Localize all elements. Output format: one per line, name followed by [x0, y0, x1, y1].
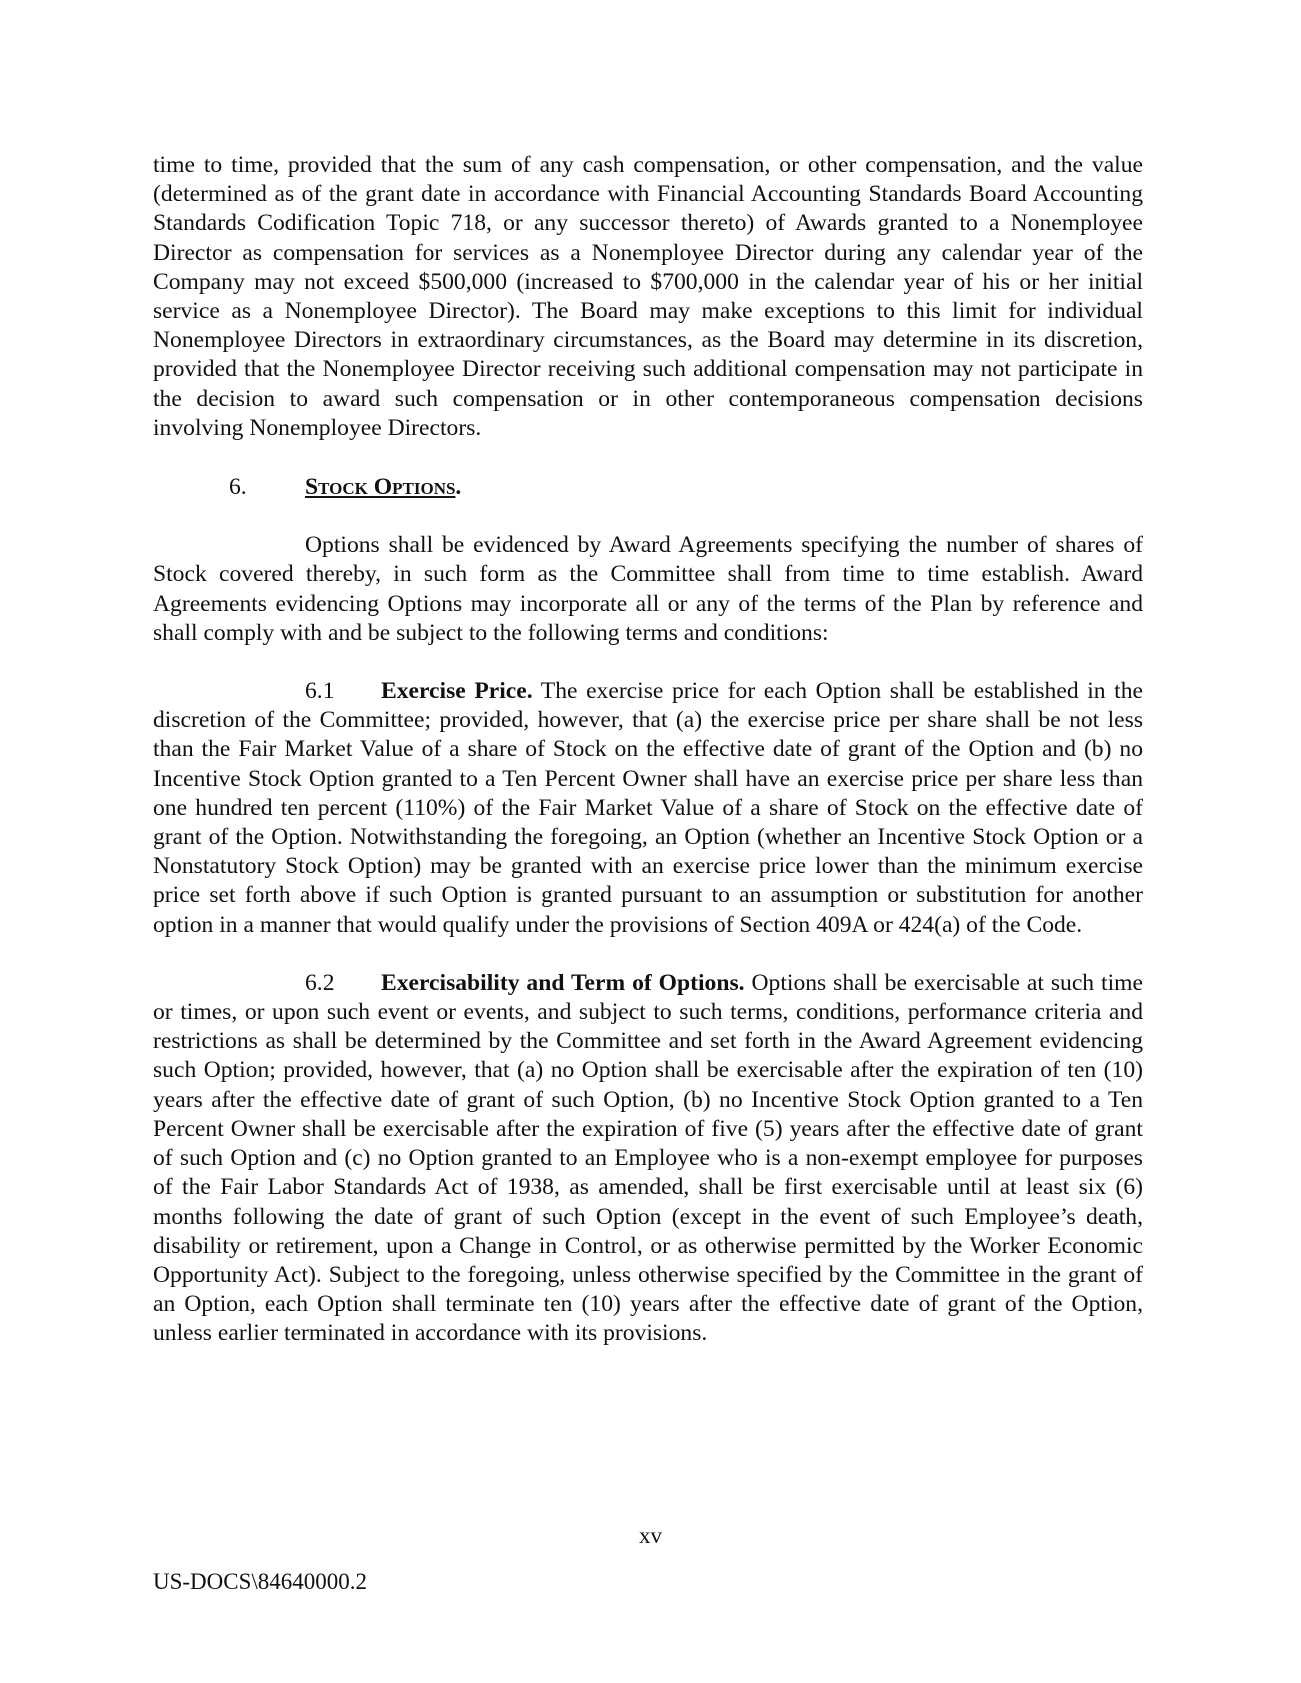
section-number: 6.: [229, 474, 247, 501]
subsection-title: Exercisability and Term of Options.: [381, 969, 745, 996]
section-title: Stock Options: [305, 474, 456, 501]
section-intro-paragraph: Options shall be evidenced by Award Agreements specifying the number of shares of Stock covered thereby, in such form as the Committee shall from time to time establish. Award Agreements evidencing Options may incorporate all or any of the terms of the Plan by reference and shall comply with and be subject to the following terms and conditions:: [153, 532, 1143, 646]
subsection-exercisability: [153, 969, 1143, 1349]
subsection-exercise-price: [153, 677, 1143, 940]
subsection-text: The exercise price for each Option shall be established in the discretion of the Committee; provided, however, that (a) the exercise price per share shall be not less than the Fair Market Value of a share of Stock on the effective date of grant of the Option and (b) no Incentive Stock Option granted to a Ten Percent Owner shall have an exercise price per share less than one hundred ten percent (110%) of the Fair Market Value of a share of Stock on the effective date of grant of the Option. Notwithstanding the foregoing, an Option (whether an Incentive Stock Option or a Nonstatutory Stock Option) may be granted with an exercise price lower than the minimum exercise price set forth above if such Option is granted pursuant to an assumption or substitution for another option in a manner that would qualify under the provisions of Section 409A or 424(a) of the Code.: [153, 678, 1143, 938]
subsection-title: Exercise Price.: [381, 678, 533, 705]
page-content: [153, 151, 1143, 1349]
intro-paragraph: time to time, provided that the sum of any cash compensation, or other compensation, and the value (determined as of the grant date in accordance with Financial Accounting Standards Board Accounting Standards Codification Topic 718, or any successor thereto) of Awards granted to a Nonemployee Director as compensation for services as a Nonemployee Director during any calendar year of the Company may not exceed $500,000 (increased to $700,000 in the calendar year of his or her initial service as a Nonemployee Director). The Board may make exceptions to this limit for individual Nonemployee Directors in extraordinary circumstances, as the Board may determine in its discretion, provided that the Nonemployee Director receiving such additional compensation may not participate in the decision to award such compensation or in other contemporaneous compensation decisions involving Nonemployee Directors.: [153, 152, 1143, 441]
page-number: xv: [639, 1523, 662, 1548]
subsection-number: 6.2: [305, 969, 335, 996]
subsection-number: 6.1: [305, 678, 335, 705]
document-id: US-DOCS\84640000.2: [153, 1569, 368, 1594]
section-heading: [153, 473, 1143, 502]
section-title-period: .: [455, 474, 462, 501]
subsection-text: Options shall be exercisable at such time or times, or upon such event or events, and subject to such terms, conditions, performance criteria and restrictions as shall be determined by the Committee and set forth in the Award Agreement evidencing such Option; provided, however, that (a) no Option shall be exercisable after the expiration of ten (10) years after the effective date of grant of such Option, (b) no Incentive Stock Option granted to a Ten Percent Owner shall be exercisable after the expiration of five (5) years after the effective date of grant of such Option and (c) no Option granted to an Employee who is a non-exempt employee for purposes of the Fair Labor Standards Act of 1938, as amended, shall be first exercisable until at least six (6) months following the date of grant of such Option (except in the event of such Employee’s death, disability or retirement, upon a Change in Control, or as otherwise permitted by the Worker Economic Opportunity Act). Subject to the foregoing, unless otherwise specified by the Committee in the grant of an Option, each Option shall terminate ten (10) years after the effective date of grant of the Option, unless earlier terminated in accordance with its provisions.: [153, 969, 1143, 1347]
